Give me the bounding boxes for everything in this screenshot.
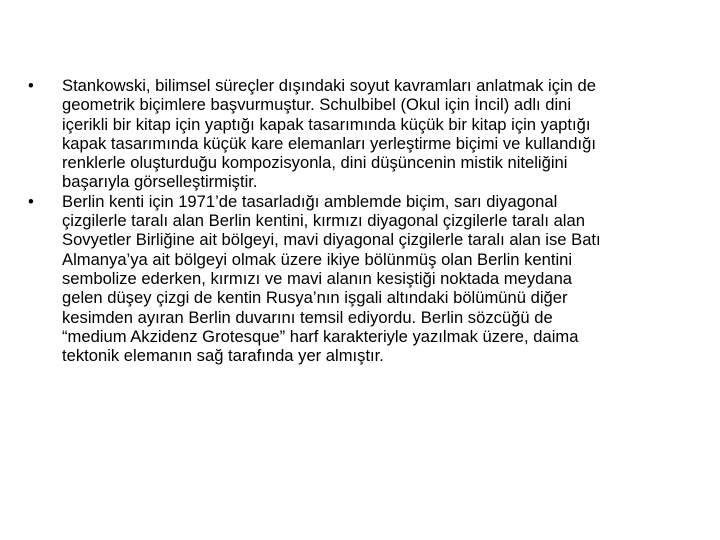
bullet-text-line: kesimden ayıran Berlin duvarını temsil ediyordu. Berlin sözcüğü de xyxy=(62,307,553,327)
bullet-icon: • xyxy=(28,191,34,211)
bullet-item-stankowski xyxy=(28,76,712,192)
bullet-text-line: tektonik elemanın sağ tarafında yer almıştır. xyxy=(62,346,384,366)
bullet-text-line: Almanya’ya ait bölgeyi olmak üzere ikiye bölünmüş olan Berlin kentini xyxy=(62,249,573,269)
bullet-text-line: renklerle oluşturduğu kompozisyonla, dini düşüncenin mistik niteliğini xyxy=(62,153,568,173)
bullet-text-line: içerikli bir kitap için yaptığı kapak tasarımında küçük bir kitap için yaptığı xyxy=(62,114,591,134)
bullet-text-line: Berlin kenti için 1971’de tasarladığı amblemde biçim, sarı diyagonal xyxy=(62,191,558,211)
bullet-text-line: “medium Akzidenz Grotesque” harf karakteriyle yazılmak üzere, daima xyxy=(62,326,579,346)
bullet-text-line: Sovyetler Birliğine ait bölgeyi, mavi diyagonal çizgilerle taralı alan ise Batı xyxy=(62,230,601,250)
bullet-list xyxy=(28,76,712,365)
bullet-text-line: geometrik biçimlere başvurmuştur. Schulbibel (Okul için İncil) adlı dini xyxy=(62,95,572,115)
bullet-text-line: başarıyla görselleştirmiştir. xyxy=(62,172,258,192)
bullet-icon: • xyxy=(28,76,34,95)
bullet-item-berlin xyxy=(28,192,712,366)
bullet-text-line: çizgilerle taralı alan Berlin kentini, kırmızı diyagonal çizgilerle taralı alan xyxy=(62,211,585,231)
bullet-text-line: sembolize ederken, kırmızı ve mavi alanın kesiştiği noktada meydana xyxy=(62,268,573,288)
bullet-text-line: kapak tasarımında küçük kare elemanları yerleştirme biçimi ve kullandığı xyxy=(62,133,596,153)
bullet-text-line: Stankowski, bilimsel süreçler dışındaki soyut kavramları anlatmak için de xyxy=(62,76,596,95)
bullet-text-line: gelen düşey çizgi de kentin Rusya’nın işgali altındaki bölümünü diğer xyxy=(62,288,568,308)
